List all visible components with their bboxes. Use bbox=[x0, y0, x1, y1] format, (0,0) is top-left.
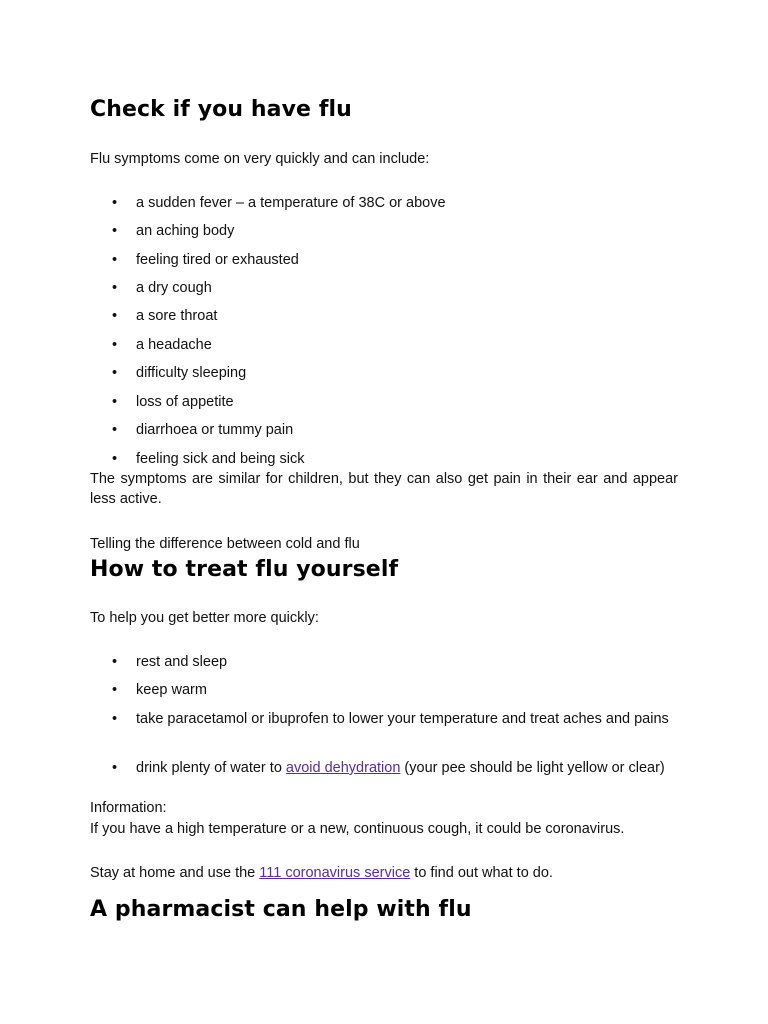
bullet-icon: • bbox=[112, 195, 118, 211]
bullet-icon: • bbox=[112, 252, 118, 268]
heading-treat-flu: How to treat flu yourself bbox=[90, 557, 399, 582]
heading-pharmacist: A pharmacist can help with flu bbox=[90, 897, 472, 922]
heading-check-flu: Check if you have flu bbox=[90, 97, 352, 122]
bullet-icon: • bbox=[112, 711, 118, 727]
children-note: The symptoms are similar for children, but they can also get pain in their ear and appear less active. bbox=[90, 471, 678, 507]
bullet-icon: • bbox=[112, 365, 118, 381]
bullet-icon: • bbox=[112, 337, 118, 353]
bullet-icon: • bbox=[112, 394, 118, 410]
document-page: Check if you have flu Flu symptoms come on very quickly and can include: • a sudden fever – a temperature of 38C or above • an aching body • feeling tired or exhausted • a dry cough • a sore throat • a headache • difficulty sleeping • loss of appetite • diarrhoea or tummy pain • feeling sick and being sick The symptoms are similar for children, but they can also get pain in their ear and appear less active. Telling the difference between cold and flu How to treat flu yourself To help you get better more quickly: • rest and sleep • keep warm • take paracetamol or ibuprofen to lower your temperature and treat aches and pains • drink plenty of water to avoid dehydration (your pee should be light yellow or clear) Information: If you have a high temperature or a new, continuous cough, it could be coronavirus. Stay at home and use the 111 coronavirus service to find out what to do. A pharmacist can help with flu bbox=[90, 97, 678, 922]
treat-intro: To help you get better more quickly: bbox=[90, 610, 319, 626]
bullet-icon: • bbox=[112, 760, 118, 776]
coronavirus-info: If you have a high temperature or a new, continuous cough, it could be coronavirus. bbox=[90, 821, 625, 837]
bullet-icon: • bbox=[112, 422, 118, 438]
bullet-icon: • bbox=[112, 654, 118, 670]
cold-vs-flu-text: Telling the difference between cold and flu bbox=[90, 536, 360, 552]
avoid-dehydration-link[interactable]: avoid dehydration bbox=[285, 760, 401, 776]
symptoms-intro: Flu symptoms come on very quickly and can include: bbox=[90, 151, 430, 167]
bullet-icon: • bbox=[112, 682, 118, 698]
stay-home-text: Stay at home and use the 111 coronavirus service to find out what to do. bbox=[90, 865, 553, 881]
bullet-icon: • bbox=[112, 280, 118, 296]
bullet-icon: • bbox=[112, 451, 118, 467]
information-label: Information: bbox=[90, 800, 167, 816]
bullet-icon: • bbox=[112, 223, 118, 239]
bullet-icon: • bbox=[112, 308, 118, 324]
coronavirus-service-link[interactable]: 111 coronavirus service bbox=[259, 865, 411, 881]
